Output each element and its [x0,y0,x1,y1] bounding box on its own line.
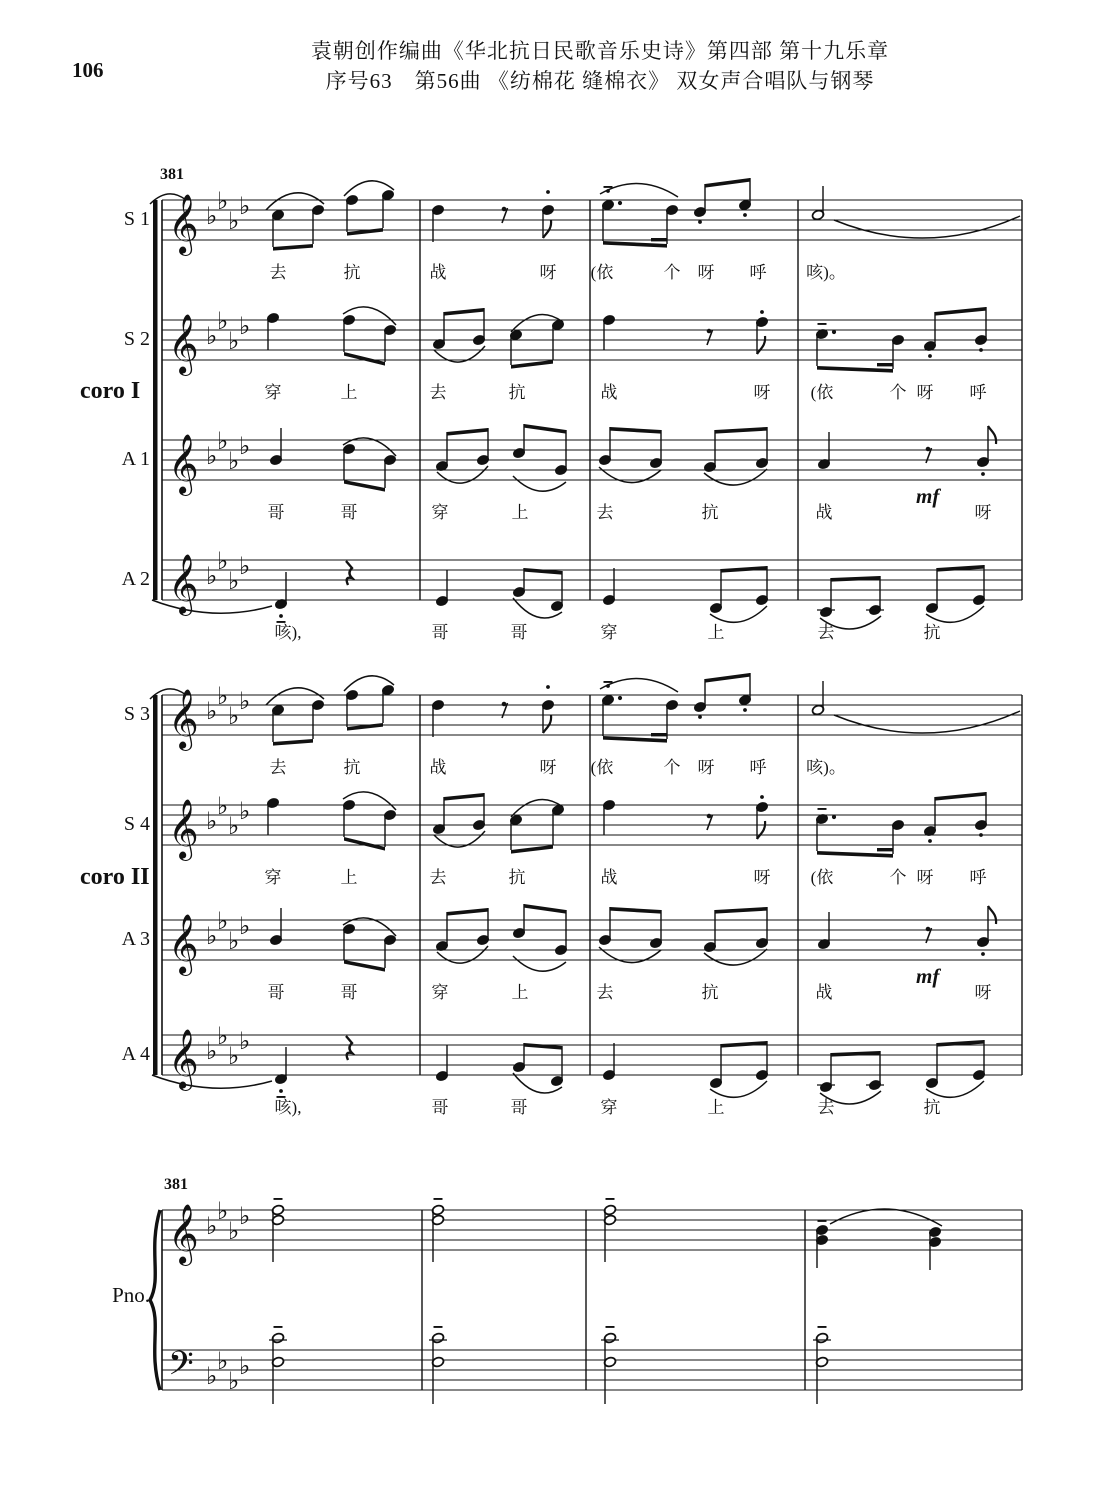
dynamic-mark: mf [916,964,940,988]
flat-sign-icon: ♭ [217,907,229,935]
system-brace-bar [153,695,158,1075]
beam [831,1051,880,1057]
beam [347,228,383,236]
system-brace-bar [153,200,158,600]
lyric-syllable: 哥 [431,623,449,642]
beam [347,723,383,731]
lyric-syllable: 抗 [343,758,361,777]
beam [344,352,385,366]
lyric-syllable: 抗 [701,503,719,522]
bass-clef-icon: 𝄢 [168,1345,194,1391]
page-number: 106 [72,58,104,82]
lyric-syllable: (依 [810,868,834,887]
lyric-syllable: 呼 [749,263,767,282]
beam [273,244,313,251]
lyric-syllable: 呼 [969,383,987,402]
piano-label: Pno. [112,1283,150,1307]
lyric-syllable: 上 [707,623,725,642]
flat-sign-icon: ♭ [206,697,218,725]
piano-brace [150,1210,160,1390]
group-label: coro I [80,378,141,404]
treble-clef-icon: 𝄞 [168,314,199,374]
flat-sign-icon: ♭ [228,1217,240,1245]
lyric-syllable: 哥 [431,1098,449,1117]
lyric-syllable: 呀 [539,758,557,777]
lyric-syllable: 穿 [431,503,449,522]
slur [600,678,678,692]
staff-label: A 4 [121,1043,150,1065]
beam [511,845,553,854]
flat-sign-icon: ♭ [217,1022,229,1050]
flat-sign-icon: ♭ [228,812,240,840]
lyric-syllable: (依 [810,383,834,402]
flat-sign-icon: ♭ [228,207,240,235]
eighth-rest [707,814,712,819]
augmentation-dot [618,201,622,205]
lyric-syllable: 战 [815,983,833,1002]
lyric-syllable: 呀 [916,383,934,402]
lyric-syllable: 穿 [264,383,282,402]
staccato-dot [546,190,550,194]
measure-number: 381 [160,166,184,183]
lyric-syllable: 抗 [343,263,361,282]
tenuto-mark [604,186,613,188]
flat-sign-icon: ♭ [217,307,229,335]
flat-sign-icon: ♭ [217,1347,229,1375]
beam [603,736,667,743]
beam [937,1040,984,1047]
lyric-syllable: 呼 [969,868,987,887]
tenuto-mark [606,1326,615,1328]
beam [817,366,893,373]
lyric-syllable: (依 [590,263,614,282]
beam [524,568,562,575]
beam [447,908,488,916]
tenuto-mark [274,1198,283,1200]
beam [273,739,313,746]
treble-clef-icon: 𝄞 [168,914,199,974]
flat-sign-icon: ♭ [239,797,251,825]
flat-sign-icon: ♭ [239,1352,251,1380]
treble-clef-icon: 𝄞 [168,689,199,749]
lyric-syllable: 战 [600,383,618,402]
beam [344,960,385,972]
beam [444,793,484,801]
lyric-syllable: 穿 [600,623,618,642]
lyric-syllable: 战 [429,758,447,777]
lyric-syllable: 战 [429,263,447,282]
augmentation-dot [832,815,836,819]
staff-label: A 1 [121,448,150,470]
eighth-flag [757,821,765,839]
slur [830,1209,942,1226]
lyric-syllable: 哥 [510,623,528,642]
eighth-rest [502,207,507,212]
beam [715,427,767,434]
lyric-syllable: 穿 [264,868,282,887]
staccato-dot [979,348,983,352]
tenuto-mark [434,1198,443,1200]
staccato-dot [928,839,932,843]
eighth-rest [707,329,712,334]
flat-sign-icon: ♭ [217,547,229,575]
staff-label: S 3 [123,703,150,725]
beam [524,1043,562,1050]
lyric-syllable: 哥 [340,503,358,522]
beam [447,428,488,436]
beam [705,673,750,683]
slur [834,216,1020,238]
staccato-dot [743,213,747,217]
treble-clef-icon: 𝄞 [168,434,199,494]
beam [817,851,893,858]
lyric-syllable: 穿 [431,983,449,1002]
lyric-syllable: 去 [269,758,287,777]
flat-sign-icon: ♭ [228,327,240,355]
lyric-syllable: 上 [511,503,529,522]
lyric-syllable: 上 [340,868,358,887]
flat-sign-icon: ♭ [239,1027,251,1055]
beam [444,308,484,316]
eighth-rest [926,447,931,452]
lyric-syllable: 个 [889,868,907,887]
lyric-syllable: 上 [707,1098,725,1117]
flat-sign-icon: ♭ [239,687,251,715]
lyric-syllable: 抗 [701,983,719,1002]
tenuto-mark [818,808,827,810]
staff-label: A 3 [121,928,150,950]
eighth-flag [757,336,765,354]
beam-stub [877,848,893,851]
flat-sign-icon: ♭ [217,682,229,710]
lyric-syllable: 上 [511,983,529,1002]
flat-sign-icon: ♭ [228,447,240,475]
beam [721,1041,767,1048]
flat-sign-icon: ♭ [217,427,229,455]
flat-sign-icon: ♭ [239,192,251,220]
dynamic-mark: mf [916,484,940,508]
staff-label: S 2 [123,328,150,350]
lyric-syllable: 哥 [510,1098,528,1117]
eighth-flag [543,220,551,238]
lyric-syllable: 咳)。 [806,758,846,777]
slur [704,469,767,485]
tenuto-mark [818,1326,827,1328]
lyric-syllable: 呀 [974,983,992,1002]
flat-sign-icon: ♭ [206,562,218,590]
staff-label: S 4 [123,813,150,835]
beam [610,907,661,914]
tenuto-mark [434,1326,443,1328]
beam [935,307,986,316]
lyric-syllable: 去 [429,383,447,402]
staccato-dot [698,220,702,224]
lyric-syllable: 抗 [923,623,941,642]
slur [834,711,1020,733]
quarter-rest [346,1036,352,1060]
tenuto-mark [274,1326,283,1328]
flat-sign-icon: ♭ [228,1367,240,1395]
beam-stub [651,238,667,241]
flat-sign-icon: ♭ [217,1197,229,1225]
lyric-syllable: 去 [429,868,447,887]
augmentation-dot [618,696,622,700]
lyric-syllable: 呀 [753,868,771,887]
beam [603,241,667,248]
staccato-dot [928,354,932,358]
eighth-flag [988,426,996,444]
beam [831,576,880,582]
lyric-syllable: 哥 [267,503,285,522]
tenuto-mark [604,681,613,683]
staccato-dot [981,952,985,956]
flat-sign-icon: ♭ [239,552,251,580]
staccato-dot [743,708,747,712]
flat-sign-icon: ♭ [228,567,240,595]
beam [344,837,385,851]
tenuto-mark [818,323,827,325]
eighth-flag [543,715,551,733]
beam [705,178,750,188]
flat-sign-icon: ♭ [239,912,251,940]
quarter-rest [346,561,352,585]
lyric-syllable: 抗 [508,868,526,887]
beam-stub [651,733,667,736]
lyric-syllable: 呀 [697,758,715,777]
lyric-syllable: 抗 [923,1098,941,1117]
treble-clef-icon: 𝄞 [168,194,199,254]
flat-sign-icon: ♭ [217,187,229,215]
lyric-syllable: 呀 [916,868,934,887]
lyric-syllable: 咳), [274,1098,302,1117]
slur [600,183,678,197]
staff-label: S 1 [123,208,150,230]
title-line-2: 序号63 第56曲 《纺棉花 缝棉衣》 双女声合唱队与钢琴 [325,69,875,93]
beam [610,427,661,434]
lyric-syllable: 呀 [753,383,771,402]
treble-clef-icon: 𝄞 [168,799,199,859]
lyric-syllable: 战 [815,503,833,522]
measure-number: 381 [164,1176,188,1193]
lyric-syllable: 去 [269,263,287,282]
beam [524,904,566,914]
slur [513,476,566,491]
flat-sign-icon: ♭ [239,1202,251,1230]
slur [704,949,767,965]
tenuto-mark [818,1220,827,1222]
flat-sign-icon: ♭ [228,1042,240,1070]
eighth-flag [988,906,996,924]
staff-label: A 2 [121,568,150,590]
lyric-syllable: (依 [590,758,614,777]
lyric-syllable: 战 [600,868,618,887]
lyric-syllable: 个 [663,758,681,777]
flat-sign-icon: ♭ [206,922,218,950]
flat-sign-icon: ♭ [206,1037,218,1065]
beam [524,424,566,434]
eighth-rest [926,927,931,932]
augmentation-dot [832,330,836,334]
flat-sign-icon: ♭ [228,702,240,730]
flat-sign-icon: ♭ [206,807,218,835]
beam-stub [877,363,893,366]
staccato-dot [760,310,764,314]
flat-sign-icon: ♭ [217,792,229,820]
beam [721,566,767,573]
lyric-syllable: 去 [817,1098,835,1117]
lyric-syllable: 去 [596,503,614,522]
treble-clef-icon: 𝄞 [168,554,199,614]
flat-sign-icon: ♭ [239,432,251,460]
slur [513,956,566,971]
treble-clef-icon: 𝄞 [168,1204,199,1264]
lyric-syllable: 去 [817,623,835,642]
lyric-syllable: 咳), [274,623,302,642]
group-label: coro II [80,864,150,890]
eighth-rest [502,702,507,707]
staccato-dot [546,685,550,689]
lyric-syllable: 个 [889,383,907,402]
lyric-syllable: 哥 [340,983,358,1002]
lyric-syllable: 呀 [539,263,557,282]
beam [715,907,767,914]
lyric-syllable: 呼 [749,758,767,777]
flat-sign-icon: ♭ [206,322,218,350]
beam [511,360,553,369]
lyric-syllable: 哥 [267,983,285,1002]
flat-sign-icon: ♭ [239,312,251,340]
lyric-syllable: 个 [663,263,681,282]
lyric-syllable: 呀 [697,263,715,282]
flat-sign-icon: ♭ [206,202,218,230]
lyric-syllable: 上 [340,383,358,402]
staccato-dot [760,795,764,799]
flat-sign-icon: ♭ [206,1362,218,1390]
beam [935,792,986,801]
lyric-syllable: 呀 [974,503,992,522]
beam [344,480,385,492]
staccato-dot [981,472,985,476]
staccato-dot [979,833,983,837]
flat-sign-icon: ♭ [228,927,240,955]
treble-clef-icon: 𝄞 [168,1029,199,1089]
tenuto-mark [606,1198,615,1200]
lyric-syllable: 去 [596,983,614,1002]
lyric-syllable: 咳)。 [806,263,846,282]
title-line-1: 袁朝创作编曲《华北抗日民歌音乐史诗》第四部 第十九乐章 [310,39,890,63]
beam [937,565,984,572]
flat-sign-icon: ♭ [206,1212,218,1240]
lyric-syllable: 抗 [508,383,526,402]
flat-sign-icon: ♭ [206,442,218,470]
lyric-syllable: 穿 [600,1098,618,1117]
staccato-dot [698,715,702,719]
